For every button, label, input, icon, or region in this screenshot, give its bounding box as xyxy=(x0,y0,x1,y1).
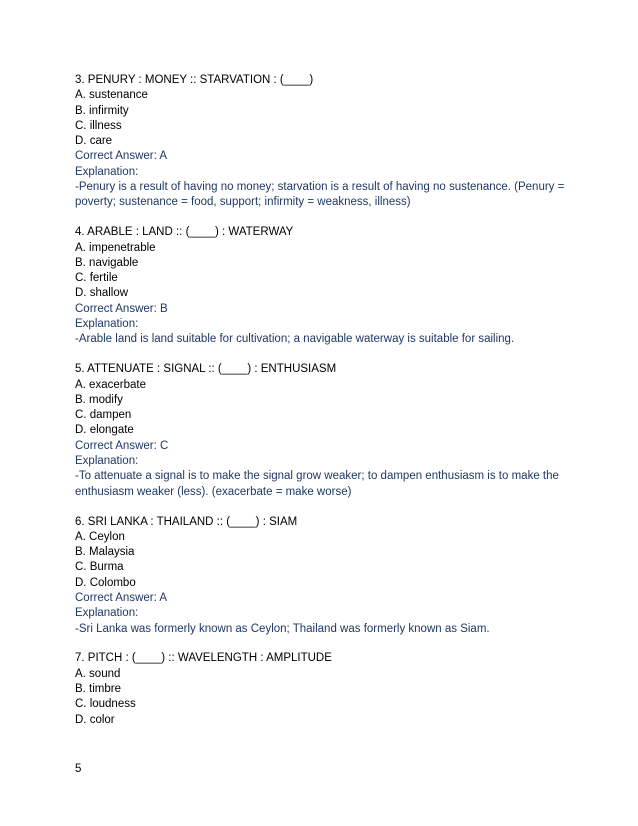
explanation-label: Explanation: xyxy=(75,165,139,178)
option-b: B. modify xyxy=(75,393,123,406)
correct-answer: Correct Answer: B xyxy=(75,302,168,315)
correct-answer: Correct Answer: A xyxy=(75,591,168,604)
question-5 xyxy=(75,362,567,500)
option-d: D. Colombo xyxy=(75,576,136,589)
explanation-text: -Penury is a result of having no money; starvation is a result of having no sustenance. (Penury = poverty; sustenance = food, support; infirmity = weakness, illness) xyxy=(75,181,565,209)
option-b: B. navigable xyxy=(75,256,139,269)
document-page xyxy=(75,73,567,743)
option-d: D. color xyxy=(75,713,115,726)
explanation-text: -Arable land is land suitable for cultivation; a navigable waterway is suitable for sailing. xyxy=(75,333,515,346)
explanation-label: Explanation: xyxy=(75,455,139,468)
explanation-text: -Sri Lanka was formerly known as Ceylon; Thailand was formerly known as Siam. xyxy=(75,622,490,635)
explanation-label: Explanation: xyxy=(75,607,139,620)
question-stem: 4. ARABLE : LAND :: (____) : WATERWAY xyxy=(75,226,294,239)
question-stem: 6. SRI LANKA : THAILAND :: (____) : SIAM xyxy=(75,515,298,528)
option-c: C. fertile xyxy=(75,272,118,285)
question-stem: 3. PENURY : MONEY :: STARVATION : (____) xyxy=(75,74,314,86)
option-c: C. Burma xyxy=(75,561,124,574)
correct-answer: Correct Answer: A xyxy=(75,150,168,163)
option-b: B. timbre xyxy=(75,683,122,696)
option-a: A. exacerbate xyxy=(75,378,146,391)
explanation-text: -To attenuate a signal is to make the signal grow weaker; to dampen enthusiasm is to make the enthusiasm weaker (less). (exacerbate = make worse) xyxy=(75,470,559,498)
option-d: D. elongate xyxy=(75,424,134,437)
question-3 xyxy=(75,73,567,211)
option-a: A. sustenance xyxy=(75,89,148,102)
option-d: D. shallow xyxy=(75,287,129,300)
option-c: C. dampen xyxy=(75,409,132,422)
option-a: A. impenetrable xyxy=(75,241,156,254)
option-a: A. Ceylon xyxy=(75,530,125,543)
question-stem: 7. PITCH : (____) :: WAVELENGTH : AMPLITUDE xyxy=(75,652,332,665)
option-a: A. sound xyxy=(75,667,121,680)
explanation-label: Explanation: xyxy=(75,318,139,331)
option-c: C. loudness xyxy=(75,698,136,711)
option-b: B. Malaysia xyxy=(75,546,135,559)
question-stem: 5. ATTENUATE : SIGNAL :: (____) : ENTHUSIASM xyxy=(75,363,337,376)
option-b: B. infirmity xyxy=(75,104,129,117)
correct-answer: Correct Answer: C xyxy=(75,439,169,452)
option-d: D. care xyxy=(75,135,113,148)
question-6 xyxy=(75,515,567,637)
page-number: 5 xyxy=(75,763,82,775)
option-c: C. illness xyxy=(75,119,122,132)
question-4 xyxy=(75,225,567,347)
question-7 xyxy=(75,651,567,727)
